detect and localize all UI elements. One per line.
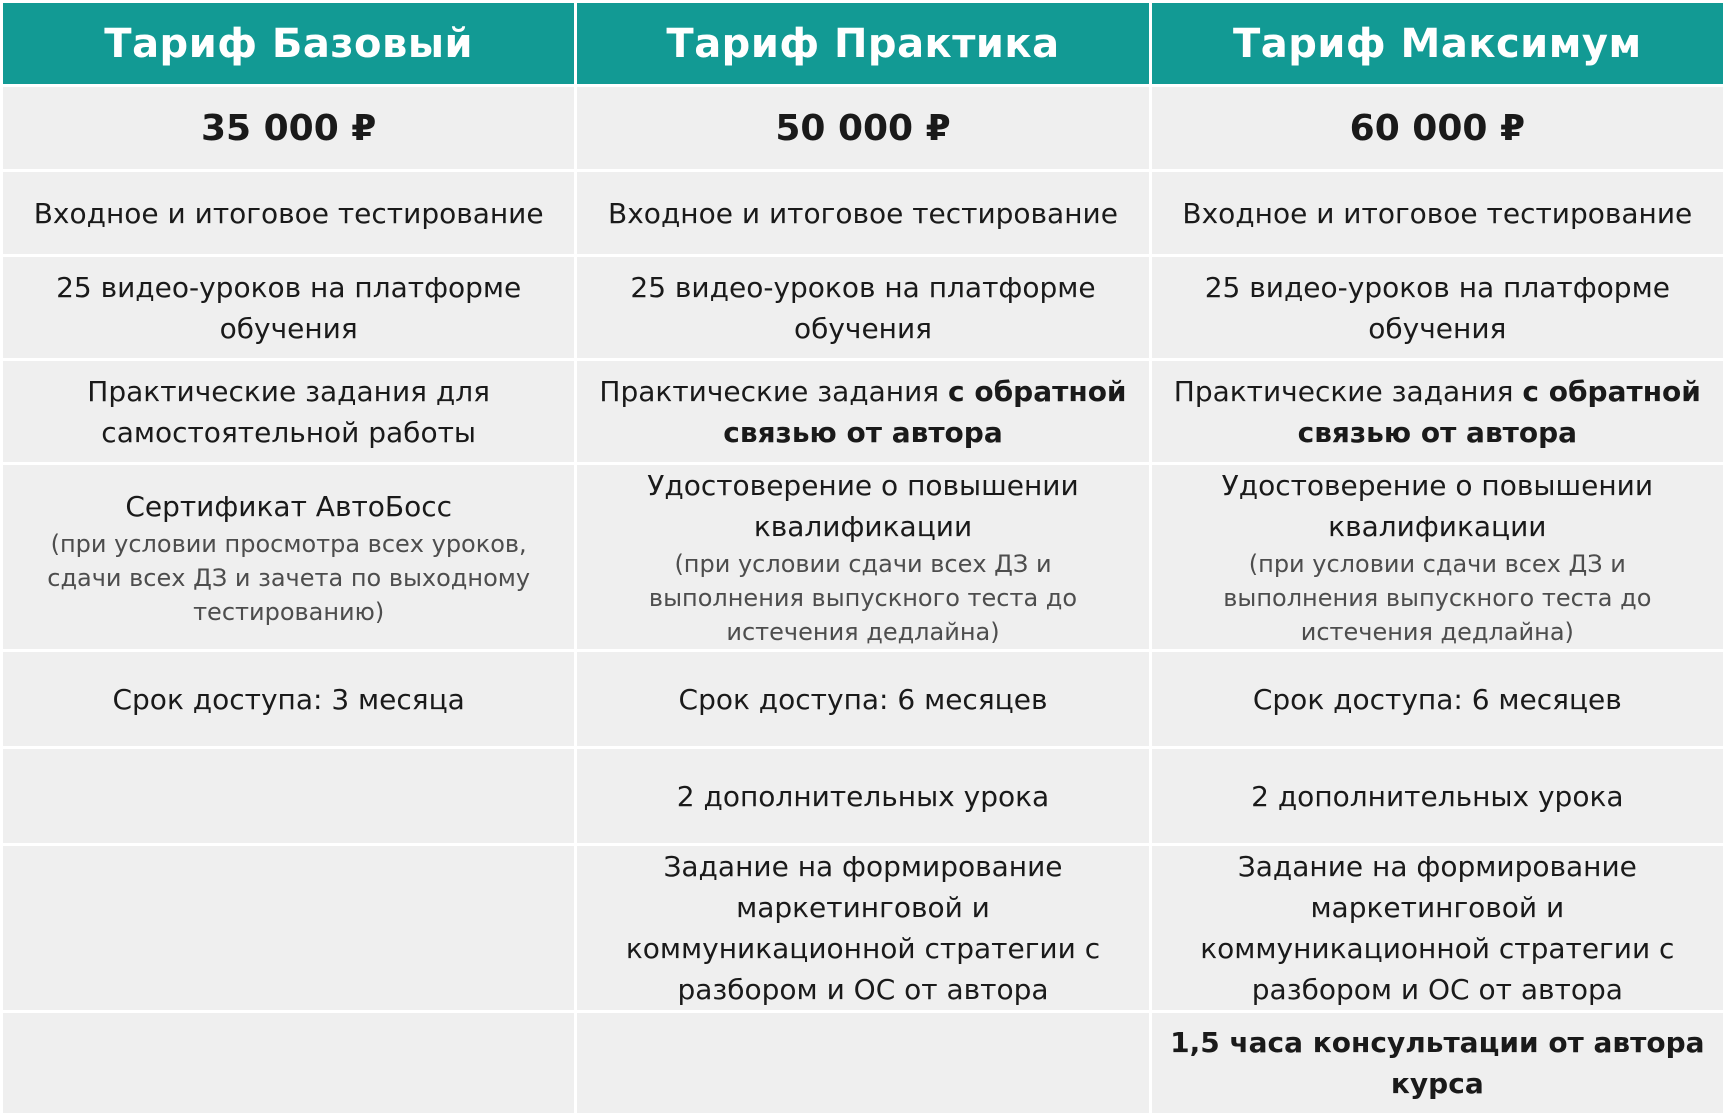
certificate-note: (при условии просмотра всех уроков, сдачи всех ДЗ и зачета по выходному тестированию) bbox=[47, 529, 531, 626]
certificate-note: (при условии сдачи всех ДЗ и выполнения выпускного теста до истечения дедлайна) bbox=[648, 550, 1078, 646]
certificate-row bbox=[3, 465, 1723, 649]
certificate-title: Удостоверение о повышении квалификации bbox=[1221, 469, 1654, 543]
price-maximum: 60 000 ₽ bbox=[1152, 87, 1723, 169]
tasks-basic bbox=[3, 361, 574, 462]
lessons-maximum: 25 видео-уроков на платформе обучения bbox=[1152, 257, 1723, 358]
consultation-basic bbox=[3, 1013, 574, 1113]
tasks-practice bbox=[577, 361, 1148, 462]
tasks-text: Практические задания bbox=[599, 374, 949, 408]
certificate-title: Удостоверение о повышении квалификации bbox=[647, 469, 1079, 543]
tasks-text: Практические задания для самостоятельной работы bbox=[87, 374, 491, 449]
extra-lessons-basic bbox=[3, 749, 574, 843]
testing-maximum: Входное и итоговое тестирование bbox=[1152, 172, 1723, 254]
tasks-maximum bbox=[1152, 361, 1723, 462]
strategy-task-row bbox=[3, 846, 1723, 1010]
header-row bbox=[3, 3, 1723, 84]
tasks-text: Практические задания bbox=[1173, 374, 1523, 408]
access-practice: Срок доступа: 6 месяцев bbox=[577, 652, 1148, 746]
certificate-practice bbox=[577, 465, 1148, 649]
certificate-note: (при условии сдачи всех ДЗ и выполнения выпускного теста до истечения дедлайна) bbox=[1223, 550, 1652, 646]
testing-basic: Входное и итоговое тестирование bbox=[3, 172, 574, 254]
price-row bbox=[3, 87, 1723, 169]
certificate-basic bbox=[3, 465, 574, 649]
strategy-task-basic bbox=[3, 846, 574, 1010]
access-maximum: Срок доступа: 6 месяцев bbox=[1152, 652, 1723, 746]
consultation-practice bbox=[577, 1013, 1148, 1113]
extra-lessons-practice: 2 дополнительных урока bbox=[577, 749, 1148, 843]
lessons-practice: 25 видео-уроков на платформе обучения bbox=[577, 257, 1148, 358]
tasks-row bbox=[3, 361, 1723, 462]
extra-lessons-maximum: 2 дополнительных урока bbox=[1152, 749, 1723, 843]
strategy-task-maximum: Задание на формирование маркетинговой и коммуникационной стратегии с разбором и ОС от автора bbox=[1152, 846, 1723, 1010]
consultation-row bbox=[3, 1013, 1723, 1113]
certificate-title: Сертификат АвтоБосс bbox=[125, 489, 453, 523]
tariff-title-maximum: Тариф Максимум bbox=[1152, 3, 1723, 84]
access-basic: Срок доступа: 3 месяца bbox=[3, 652, 574, 746]
tariff-title-basic: Тариф Базовый bbox=[3, 3, 574, 84]
consultation-maximum: 1,5 часа консультации от автора курса bbox=[1152, 1013, 1723, 1113]
price-basic: 35 000 ₽ bbox=[3, 87, 574, 169]
certificate-maximum bbox=[1152, 465, 1723, 649]
lessons-basic: 25 видео-уроков на платформе обучения bbox=[3, 257, 574, 358]
testing-practice: Входное и итоговое тестирование bbox=[577, 172, 1148, 254]
price-practice: 50 000 ₽ bbox=[577, 87, 1148, 169]
tariff-title-practice: Тариф Практика bbox=[577, 3, 1148, 84]
extra-lessons-row bbox=[3, 749, 1723, 843]
strategy-task-practice: Задание на формирование маркетинговой и коммуникационной стратегии с разбором и ОС от автора bbox=[577, 846, 1148, 1010]
lessons-row bbox=[3, 257, 1723, 358]
testing-row bbox=[3, 172, 1723, 254]
tasks-feedback-highlight: с обратной связью от автора bbox=[723, 374, 1127, 449]
tasks-feedback-highlight: с обратной связью от автора bbox=[1297, 374, 1701, 449]
access-row bbox=[3, 652, 1723, 746]
